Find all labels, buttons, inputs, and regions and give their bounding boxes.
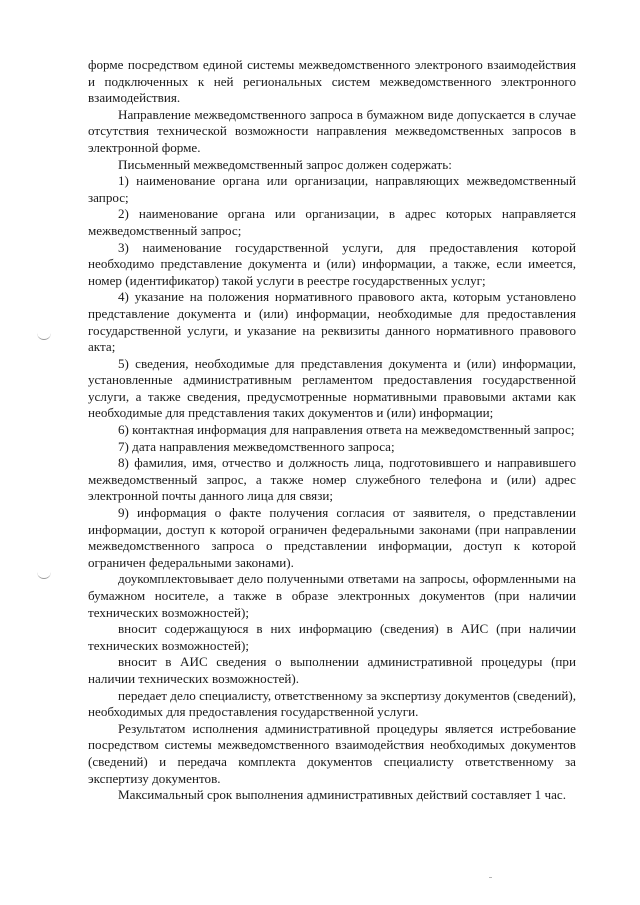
paragraph-transfers-file: передает дело специалисту, ответственному за экспертизу документов (сведений), необходимых для предоставления государственной услуги. bbox=[88, 687, 576, 720]
paragraph-intro: форме посредством единой системы межведомственного электроного взаимодействия и подключенных к ней региональных систем межведомственного электронного взаимодействия. bbox=[88, 57, 576, 106]
paragraph-enters-status: вносит в АИС сведения о выполнении административной процедуры (при наличии технических возможностей). bbox=[88, 654, 576, 686]
paragraph-result: Результатом исполнения административной процедуры является истребование посредством системы межведомственного взаимодействия необходимых документов (сведений) и передача комплекта документов специалисту ответственному за экспертизу документов. bbox=[88, 720, 576, 786]
paragraph-completes-file: доукомплектовывает дело полученными ответами на запросы, оформленными на бумажном носителе, а также в образе электронных документов (при наличии технических возможностей); bbox=[88, 571, 576, 620]
list-item-5: 5) сведения, необходимые для представления документа и (или) информации, установленные административным регламентом предоставления государственной услуги, а также сведения, предусмотренные нормативными правовыми актами как необходимые для представления таких документов и (или) информации; bbox=[88, 355, 576, 421]
list-item-3: 3) наименование государственной услуги, для предоставления которой необходимо представление документа и (или) информации, а также, если имеется, номер (идентификатор) такой услуги в реестре государственных услуг; bbox=[88, 239, 576, 288]
paragraph-request-contents: Письменный межведомственный запрос должен содержать: bbox=[118, 156, 452, 172]
list-item-8: 8) фамилия, имя, отчество и должность лица, подготовившего и направившего межведомственный запрос, а также номер служебного телефона и (или) адрес электронной почты данного лица для связи; bbox=[88, 455, 576, 504]
document-page bbox=[88, 57, 576, 804]
list-item-1: 1) наименование органа или организации, направляющих межведомственный запрос; bbox=[88, 173, 576, 205]
paragraph-max-duration: Максимальный срок выполнения административных действий составляет 1 час. bbox=[118, 787, 566, 803]
list-item-4: 4) указание на положения нормативного правового акта, которым установлено представление документа и (или) информации, необходимые для предоставления государственной услуги, и указание на реквизиты данного нормативного правового акта; bbox=[88, 289, 576, 355]
scan-hole-mark bbox=[37, 333, 51, 340]
paragraph-enters-info: вносит содержащуюся в них информацию (сведения) в АИС (при наличии технических возможностей); bbox=[88, 621, 576, 653]
list-item-7: 7) дата направления межведомственного запроса; bbox=[118, 438, 395, 454]
scan-hole-mark bbox=[37, 572, 51, 579]
list-item-6: 6) контактная информация для направления ответа на межведомственный запрос; bbox=[118, 422, 575, 438]
list-item-2: 2) наименование органа или организации, в адрес которых направляется межведомственный запрос; bbox=[88, 206, 576, 238]
list-item-9: 9) информация о факте получения согласия от заявителя, о представлении информации, доступ к которой ограничен федеральными законами (при направлении межведомственного запроса о представлении информации, доступ к которой ограничен федеральными законами). bbox=[88, 505, 576, 570]
scan-speck bbox=[489, 877, 492, 878]
paragraph-paper-request: Направление межведомственного запроса в бумажном виде допускается в случае отсутствия технической возможности направления межведомственных запросов в электронной форме. bbox=[88, 106, 576, 155]
